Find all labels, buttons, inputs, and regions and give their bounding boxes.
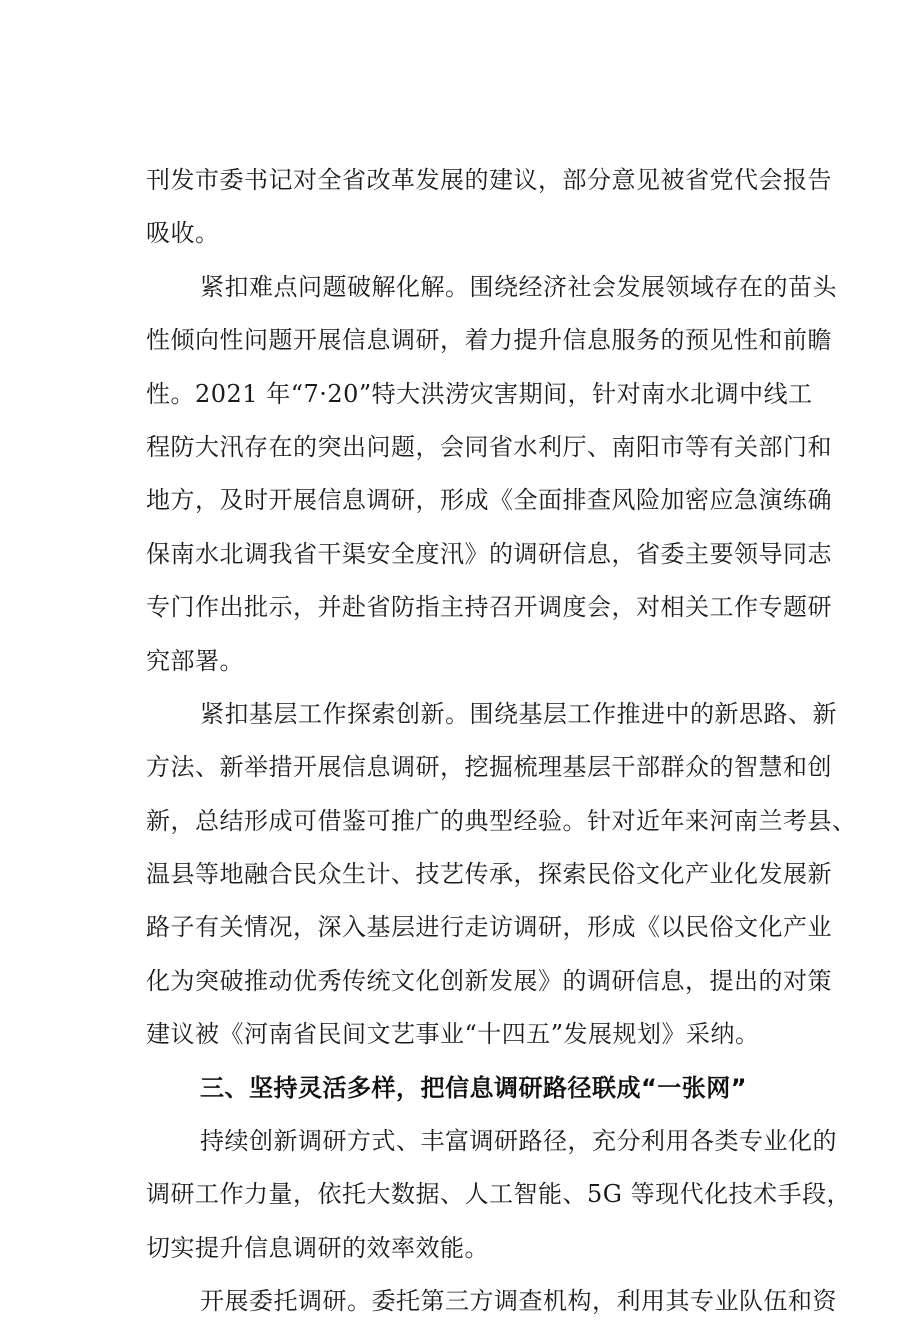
paragraph-line: 专门作出批示，并赴省防指主持召开调度会，对相关工作专题研 <box>146 593 832 622</box>
document-body <box>146 154 857 1329</box>
paragraph-line: 开展委托调研。委托第三方调查机构，利用其专业队伍和资 <box>200 1287 837 1316</box>
paragraph-line: 地方，及时开展信息调研，形成《全面排查风险加密应急演练确 <box>146 486 832 515</box>
paragraph-line: 保南水北调我省干渠安全度汛》的调研信息，省委主要领导同志 <box>146 539 832 568</box>
paragraph-line: 紧扣难点问题破解化解。围绕经济社会发展领域存在的苗头 <box>200 272 837 301</box>
paragraph-line: 切实提升信息调研的效率效能。 <box>146 1233 489 1262</box>
paragraph-line: 吸收。 <box>146 219 220 248</box>
paragraph-line: 性。2021 年“7·20”特大洪涝灾害期间，针对南水北调中线工 <box>146 379 813 408</box>
paragraph-line: 刊发市委书记对全省改革发展的建议，部分意见被省党代会报告 <box>146 166 832 194</box>
paragraph-line: 化为突破推动优秀传统文化创新发展》的调研信息，提出的对策 <box>146 966 832 995</box>
paragraph-line: 紧扣基层工作探索创新。围绕基层工作推进中的新思路、新 <box>200 699 837 728</box>
paragraph-line: 路子有关情况，深入基层进行走访调研，形成《以民俗文化产业 <box>146 913 832 942</box>
paragraph-line: 究部署。 <box>146 646 244 675</box>
paragraph-line: 建议被《河南省民间文艺事业“十四五”发展规划》采纳。 <box>146 1020 760 1049</box>
paragraph-line: 调研工作力量，依托大数据、人工智能、5G 等现代化技术手段， <box>146 1180 852 1209</box>
paragraph-line: 新，总结形成可借鉴可推广的典型经验。针对近年来河南兰考县、 <box>146 806 857 835</box>
paragraph-line: 持续创新调研方式、丰富调研路径，充分利用各类专业化的 <box>200 1127 837 1156</box>
paragraph-line: 性倾向性问题开展信息调研，着力提升信息服务的预见性和前瞻 <box>146 326 832 355</box>
paragraph-line: 方法、新举措开展信息调研，挖掘梳理基层干部群众的智慧和创 <box>146 753 832 782</box>
paragraph-line: 程防大汛存在的突出问题，会同省水利厅、南阳市等有关部门和 <box>146 432 832 461</box>
paragraph-line: 温县等地融合民众生计、技艺传承，探索民俗文化产业化发展新 <box>146 860 832 889</box>
section-heading: 三、坚持灵活多样，把信息调研路径联成“一张网” <box>200 1073 748 1102</box>
